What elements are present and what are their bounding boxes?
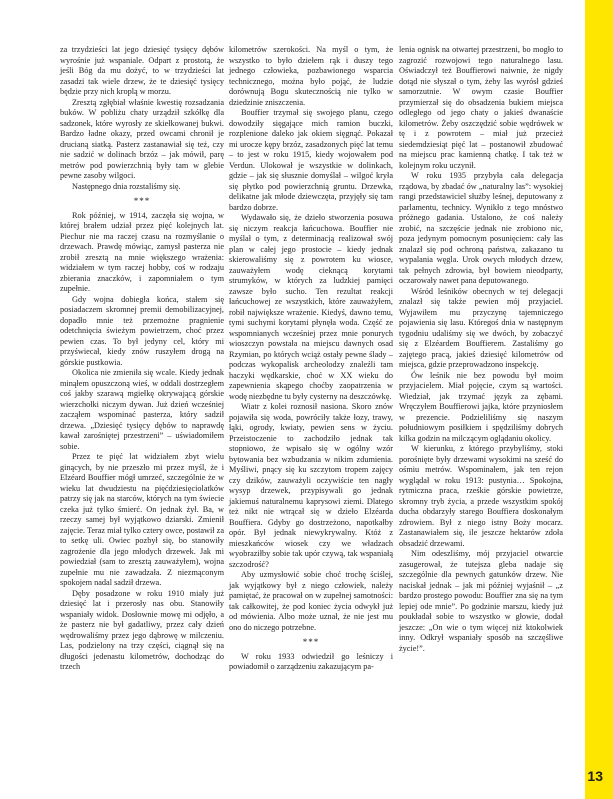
section-separator: *** <box>302 637 320 647</box>
paragraph: Dęby posadzone w roku 1910 miały już dziesięć lat i przerosły nas obu. Stanowiły wspaniały widok. Dosłownie mowę mi odjęło, a że pasterz nie był gadatliwy, przez cały dzień wędrowaliśmy przez jego dąbrowę w milczeniu. Las, podzielony na trzy części, ciągnął się na długości jedenastu kilometrów, dochodząc do trzech <box>60 588 224 671</box>
paragraph: W roku 1935 przybyła cała delegacja rządowa, by zbadać ów „naturalny las”: wysokiej rangi przedstawiciel służby leśnej, deputowany z parlamentu, technicy. Wynikło z tego mnóstwo próżnego gadania. Ustalono, że coś należy zrobić, na szczęście jednak nie zrobiono nic, poza jedynym pomocnym posunięciem: cały las znalazł się pod ochroną państwa, zakazano tu wypalania węgla. Urok owych młodych drzew, tak pełnych zdrowia, był bowiem nieodparty, oczarowały nawet pana deputowanego. <box>399 171 563 285</box>
text-column-3 <box>399 45 563 654</box>
paragraph: Nim odeszliśmy, mój przyjaciel otwarcie zasugerował, że tutejsza gleba nadaje się szczególnie dla pewnych gatunków drzew. Nie naciskał jednak – jak mi później wyjaśnił – „z bardzo prostego powodu: Bouffier zna się na tym lepiej ode mnie”. Po godzinie marszu, kiedy już poukładał sobie to wszystko w głowie, dodał jeszcze: „On wie o tym więcej niż ktokolwiek inny. Odkrył wspaniały sposób na szczęśliwe życie!”. <box>399 549 563 653</box>
paragraph: Przez te pięć lat widziałem zbyt wielu ginących, by nie przeszło mi przez myśl, że i Elzéard Bouffier mógł umrzeć, szczególnie że w wieku lat dwudziestu na pięćdziesięciolatków patrzy się jak na starców, których na tym świecie czeka już tylko śmierć. On jednak żył. Ba, w rzeczy samej był wyjątkowo dziarski. Zmienił zajęcie. Teraz miał tylko cztery owce, postawił za to setkę uli. Owiec pozbył się, bo stanowiły zagrożenie dla jego młodych drzewek. Jak mi powiedział (sam to zresztą zauważyłem), wojna zupełnie mu nie zawadzała. Z niezmąconym spokojem nadal sadził drzewa. <box>60 452 224 587</box>
section-separator: *** <box>133 196 151 206</box>
paragraph: Bouffier trzymał się swojego planu, czego dowodziły sięgające mich ramion buczki, rozplenione daleko jak okiem sięgnąć. Pokazał mi urocze kępy brzóz, zasadzonych pięć lat temu – to jest w roku 1915, kiedy wojowałem pod Verdun. Ulokował je wszystkie w dolinkach, gdzie – jak się słusznie domyślał – wilgoć kryła się płytko pod powierzchnią gruntu. Drzewka, delikatne jak młode dziewczęta, przyjęły się tam bardzo dobrze. <box>229 108 393 212</box>
paragraph: Wśród leśników obecnych w tej delegacji znalazł się także pewien mój przyjaciel. Wyjawiłem mu przyczynę tajemniczego pojawienia się lasu. Któregoś dnia w następnym tygodniu udaliśmy się we dwóch, by zobaczyć się z Elzéardem Bouffierem. Zastaliśmy go zajętego pracą, jakieś dziesięć kilometrów od miejsca, gdzie przeprowadzono inspekcję. <box>399 286 563 369</box>
paragraph: Okolica nie zmieniła się wcale. Kiedy jednak minąłem opuszczoną wieś, w oddali dostrzegłem coś jakby szarawą mgiełkę okrywającą górskie wierzchołki niczym dywan. Już dzień wcześniej zacząłem wspominać pasterza, który sadził drzewa. „Dziesięć tysięcy dębów to naprawdę kawał zarośniętej przestrzeni” – uświadomiłem sobie. <box>60 368 224 451</box>
text-column-2 <box>229 45 393 673</box>
paragraph: Rok później, w 1914, zaczęła się wojna, w której brałem udział przez pięć kolejnych lat. Piechur nie ma raczej czasu na rozmyślanie o drzewach. Prawdę mówiąc, zamysł pasterza nie zrobił zresztą na mnie większego wrażenia: widziałem w tym raczej hobby, coś w rodzaju zbierania znaczków, i zapomniałem o tym zupełnie. <box>60 210 224 293</box>
text-column-1 <box>60 45 224 673</box>
paragraph: Następnego dnia rozstaliśmy się. <box>72 181 181 191</box>
page-number: 13 <box>587 768 603 784</box>
paragraph: za trzydzieści lat jego dziesięć tysięcy dębów wyrośnie już wspaniale. Odpart z prostotą, że jeśli Bóg da mu dożyć, to w trzydzieści lat zasadzi tak wiele drzew, że te dziesięć tysięcy będzie przy nich kroplą w morzu. <box>60 45 224 96</box>
paragraph: Aby uzmysłowić sobie choć trochę ściślej, jak wyjątkowy był z niego człowiek, należy pamiętać, że pracował on w zupełnej samotności: tak całkowitej, że pod koniec życia odwykł już od mówienia. Albo może uznał, że nie jest mu ono do niczego potrzebne. <box>229 570 393 632</box>
paragraph: Gdy wojna dobiegła końca, stałem się posiadaczem skromnej premii demobilizacyjnej, dopadło mnie też przemożne pragnienie odetchnięcia świeżym powietrzem, choć przez pewien czas. To był jedyny cel, który mi przyświecał, kiedy znów ruszyłem drogą na górskie pustkowia. <box>60 294 224 367</box>
paragraph: W roku 1933 odwiedził go leśniczy i powiadomił o zarządzeniu zakazującym pa- <box>229 651 393 671</box>
paragraph: W kierunku, z którego przybyliśmy, stoki porośnięte były drzewami wysokimi na sześć do ośmiu metrów. Wspominałem, jak ten rejon wyglądał w roku 1913: pustynia… Spokojna, rytmiczna praca, rześkie górskie powietrze, skromny tryb życia, a przede wszystkim spokój ducha obdarzyły starego Bouffiera doskonałym zdrowiem. Był z niego istny Boży mocarz. Zastanawiałem się, ile jeszcze hektarów zdoła obsadzić drzewami. <box>399 444 563 548</box>
paragraph: Ów leśnik nie bez powodu był moim przyjacielem. Miał pojęcie, czym są wartości. Wiedział, jak trzymać język za zębami. Wręczyłem Bouffierowi jajka, które przyniosłem w prezencie. Podzieliliśmy się naszym południowym posiłkiem i spędziliśmy dobrych kilka godzin na milczącym oglądaniu okolicy. <box>399 370 563 443</box>
yellow-side-bar <box>585 0 613 799</box>
paragraph: kilometrów szerokości. Na myśl o tym, że wszystko to było dziełem rąk i duszy tego jednego człowieka, pozbawionego wsparcia technicznego, można było pojąć, że ludzie dorównują Bogu skutecznością nie tylko w dziedzinie zniszczenia. <box>229 45 393 107</box>
paragraph: Wydawało się, że dzieło stworzenia posuwa się niczym reakcja łańcuchowa. Bouffier nie myślał o tym, z determinacją realizował swój plan w całej jego prostocie – kiedy jednak skierowaliśmy się z powrotem ku wiosce, zauważyłem wodę cieknącą korytami strumyków, w których za ludzkiej pamięci zawsze było sucho. Ten rezultat reakcji łańcuchowej ze wszystkich, które zauważyłem, robił największe wrażenie. Kiedyś, dawno temu, tymi suchymi korytami płynęła woda. Część ze wspomnianych wcześniej przez mnie ponurych wioszczyn powstała na miejscu dawnych osad Rzymian, po których wciąż ostały pewne ślady – podczas wykopalisk archeolodzy znaleźli tam haczyki wędkarskie, choć w XX wieku do zapewnienia skąpego choćby zaopatrzenia w wodę niezbędne tu były cysterny na deszczówkę. <box>229 213 393 401</box>
paragraph: Wiatr z kolei roznosił nasiona. Skoro znów pojawiła się woda, powróciły także łozy, trawy, łąki, ogrody, kwiaty, pewien sens w życiu. Przeistoczenie to zachodziło jednak tak stopniowo, że wpisało się w ogólny wzór bytowania bez wzbudzania w nikim zdumienia. Myśliwi, pnący się ku szczytom tropem zajęcy czy dzików, zauważyli oczywiście ten nagły wysyp drzewek, przypisywali go jednak jakiemuś naturalnemu kaprysowi ziemi. Dlatego też nikt nie wtrącał się w dzieło Elzéarda Bouffiera. Gdyby go dostrzeżono, napotkałby opór. Był jednak niewykrywalny. Któż z mieszkańców wiosek czy we władzach wyobraziłby sobie tak upór czywą, tak wspaniałą szczodrość? <box>229 402 393 569</box>
paragraph: Zresztą zgłębiał właśnie kwestię rozsadzania buków. W pobliżu chaty urządził szkółkę dla sadzonek, które wyrosły ze skiełkowanej bukwi. Bardzo ładne okazy, przed owcami chronił je drucianą siatką. Pasterz zastanawiał się też, czy nie sadzić w dolinach brzóz – jak mówił, parę metrów pod powierzchnią były tam w glebie pewne zasoby wilgoci. <box>60 97 224 180</box>
paragraph: lenia ognisk na otwartej przestrzeni, bo mogło to zagrozić rozwojowi tego naturalnego lasu. Oświadczył też Bouffierowi naiwnie, że nigdy dotąd nie słyszał o tym, żeby las wyrósł gdzieś samorzutnie. W owym czasie Bouffier przymierzał się do obsadzenia bukiem miejsca odległego od jego chaty o jakieś dwanaście kilometrów. Żeby oszczędzić sobie wędrówek w tę i z powrotem – miał już przecież siedemdziesiąt pięć lat – postanowił zbudować na miejscu prac kamienną chatkę. I tak też w kolejnym roku uczynił. <box>399 45 563 170</box>
